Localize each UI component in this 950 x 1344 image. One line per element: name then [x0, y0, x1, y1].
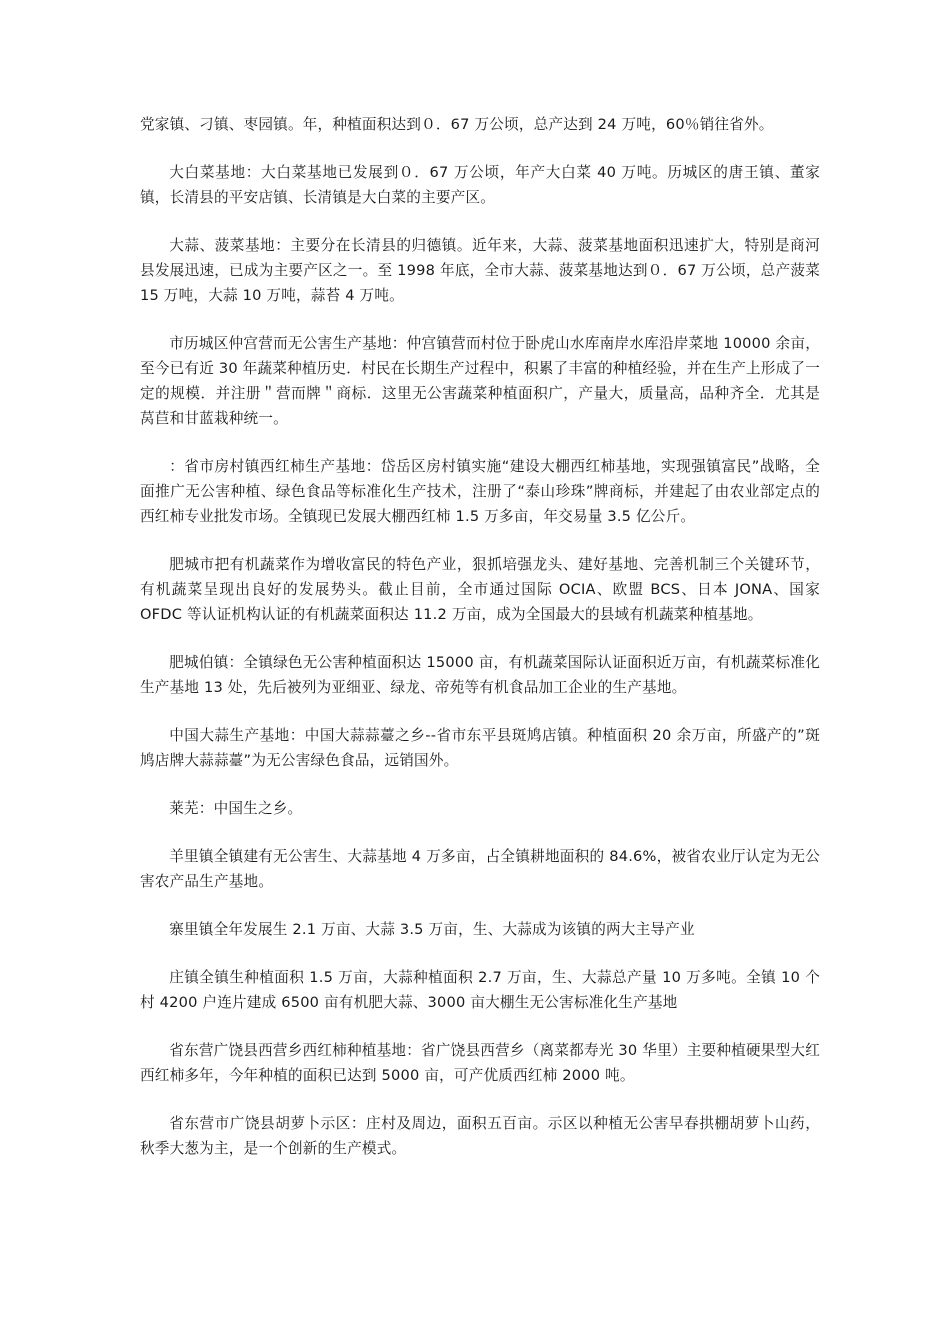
- paragraph-feicheng-organic: 肥城市把有机蔬菜作为增收富民的特色产业，狠抓培强龙头、建好基地、完善机制三个关键环节，有机蔬菜呈现出良好的发展势头。截止目前，全市通过国际 OCIA、欧盟 BCS、日本 JONA、国家 OFDC 等认证机构认证的有机蔬菜面积达 11.2 万亩，成为全国最大的县域有机蔬菜种植基地。: [140, 556, 820, 623]
- document-page: [140, 112, 820, 1184]
- paragraph-cabbage-base: 大白菜基地：大白菜基地已发展到０．67 万公顷，年产大白菜 40 万吨。历城区的唐王镇、董家镇，长清县的平安店镇、长清镇是大白菜的主要产区。: [140, 164, 820, 206]
- paragraph-zhaili-town: 寨里镇全年发展生 2.1 万亩、大蒜 3.5 万亩，生、大蒜成为该镇的两大主导产业: [169, 921, 695, 938]
- paragraph-garlic-spinach-base: 大蒜、菠菜基地：主要分在长清县的归德镇。近年来，大蒜、菠菜基地面积迅速扩大，特别是商河县发展迅速，已成为主要产区之一。至 1998 年底，全市大蒜、菠菜基地达到０．67 万公顷，总产菠菜 15 万吨，大蒜 10 万吨，蒜苔 4 万吨。: [140, 237, 820, 304]
- paragraph-fangcun-tomato: ：省市房村镇西红柿生产基地：岱岳区房村镇实施“建设大棚西红柿基地，实现强镇富民”战略，全面推广无公害种植、绿色食品等标准化生产技术，注册了“泰山珍珠”牌商标，并建起了由农业部定点的西红柿专业批发市场。全镇现已发展大棚西红柿 1.5 万多亩，年交易量 3.5 亿公斤。: [140, 458, 820, 525]
- paragraph-carrot-demo: 省东营市广饶县胡萝卜示区：庄村及周边，面积五百亩。示区以种植无公害早春拱棚胡萝卜山药，秋季大葱为主，是一个创新的生产模式。: [140, 1115, 820, 1157]
- paragraph-licheng-base: 市历城区仲宫营而无公害生产基地：仲宫镇营而村位于卧虎山水库南岸水库沿岸菜地 10000 余亩，至今已有近 30 年蔬菜种植历史．村民在长期生产过程中，积累了丰富的种植经验，并在生产上形成了一定的规模．并注册＂营而牌＂商标．这里无公害蔬菜种植面积广，产量大，质量高，品种齐全．尤其是莴苣和甘蓝栽种统一。: [140, 335, 820, 427]
- paragraph-continuation: 党家镇、刁镇、枣园镇。年，种植面积达到０．67 万公顷，总产达到 24 万吨，60％销往省外。: [140, 116, 774, 133]
- paragraph-yangli-town: 羊里镇全镇建有无公害生、大蒜基地 4 万多亩，占全镇耕地面积的 84.6%，被省农业厅认定为无公害农产品生产基地。: [140, 848, 820, 890]
- paragraph-feicheng-town: 肥城伯镇：全镇绿色无公害种植面积达 15000 亩，有机蔬菜国际认证面积近万亩，有机蔬菜标准化生产基地 13 处，先后被列为亚细亚、绿龙、帝苑等有机食品加工企业的生产基地。: [140, 654, 820, 696]
- paragraph-xiying-tomato: 省东营广饶县西营乡西红柿种植基地：省广饶县西营乡（离菜都寿光 30 华里）主要种植硬果型大红西红柿多年，今年种植的面积已达到 5000 亩，可产优质西红柿 2000 吨。: [140, 1042, 820, 1084]
- paragraph-laiwu: 莱芜：中国生之乡。: [169, 800, 303, 817]
- paragraph-zhuang-town: 庄镇全镇生种植面积 1.5 万亩，大蒜种植面积 2.7 万亩，生、大蒜总产量 10 万多吨。全镇 10 个村 4200 户连片建成 6500 亩有机肥大蒜、3000 亩大棚生无公害标准化生产基地: [140, 969, 820, 1011]
- paragraph-china-garlic: 中国大蒜生产基地：中国大蒜蒜薹之乡--省市东平县斑鸠店镇。种植面积 20 余万亩，所盛产的”斑鸠店牌大蒜蒜薹”为无公害绿色食品，远销国外。: [140, 727, 820, 769]
